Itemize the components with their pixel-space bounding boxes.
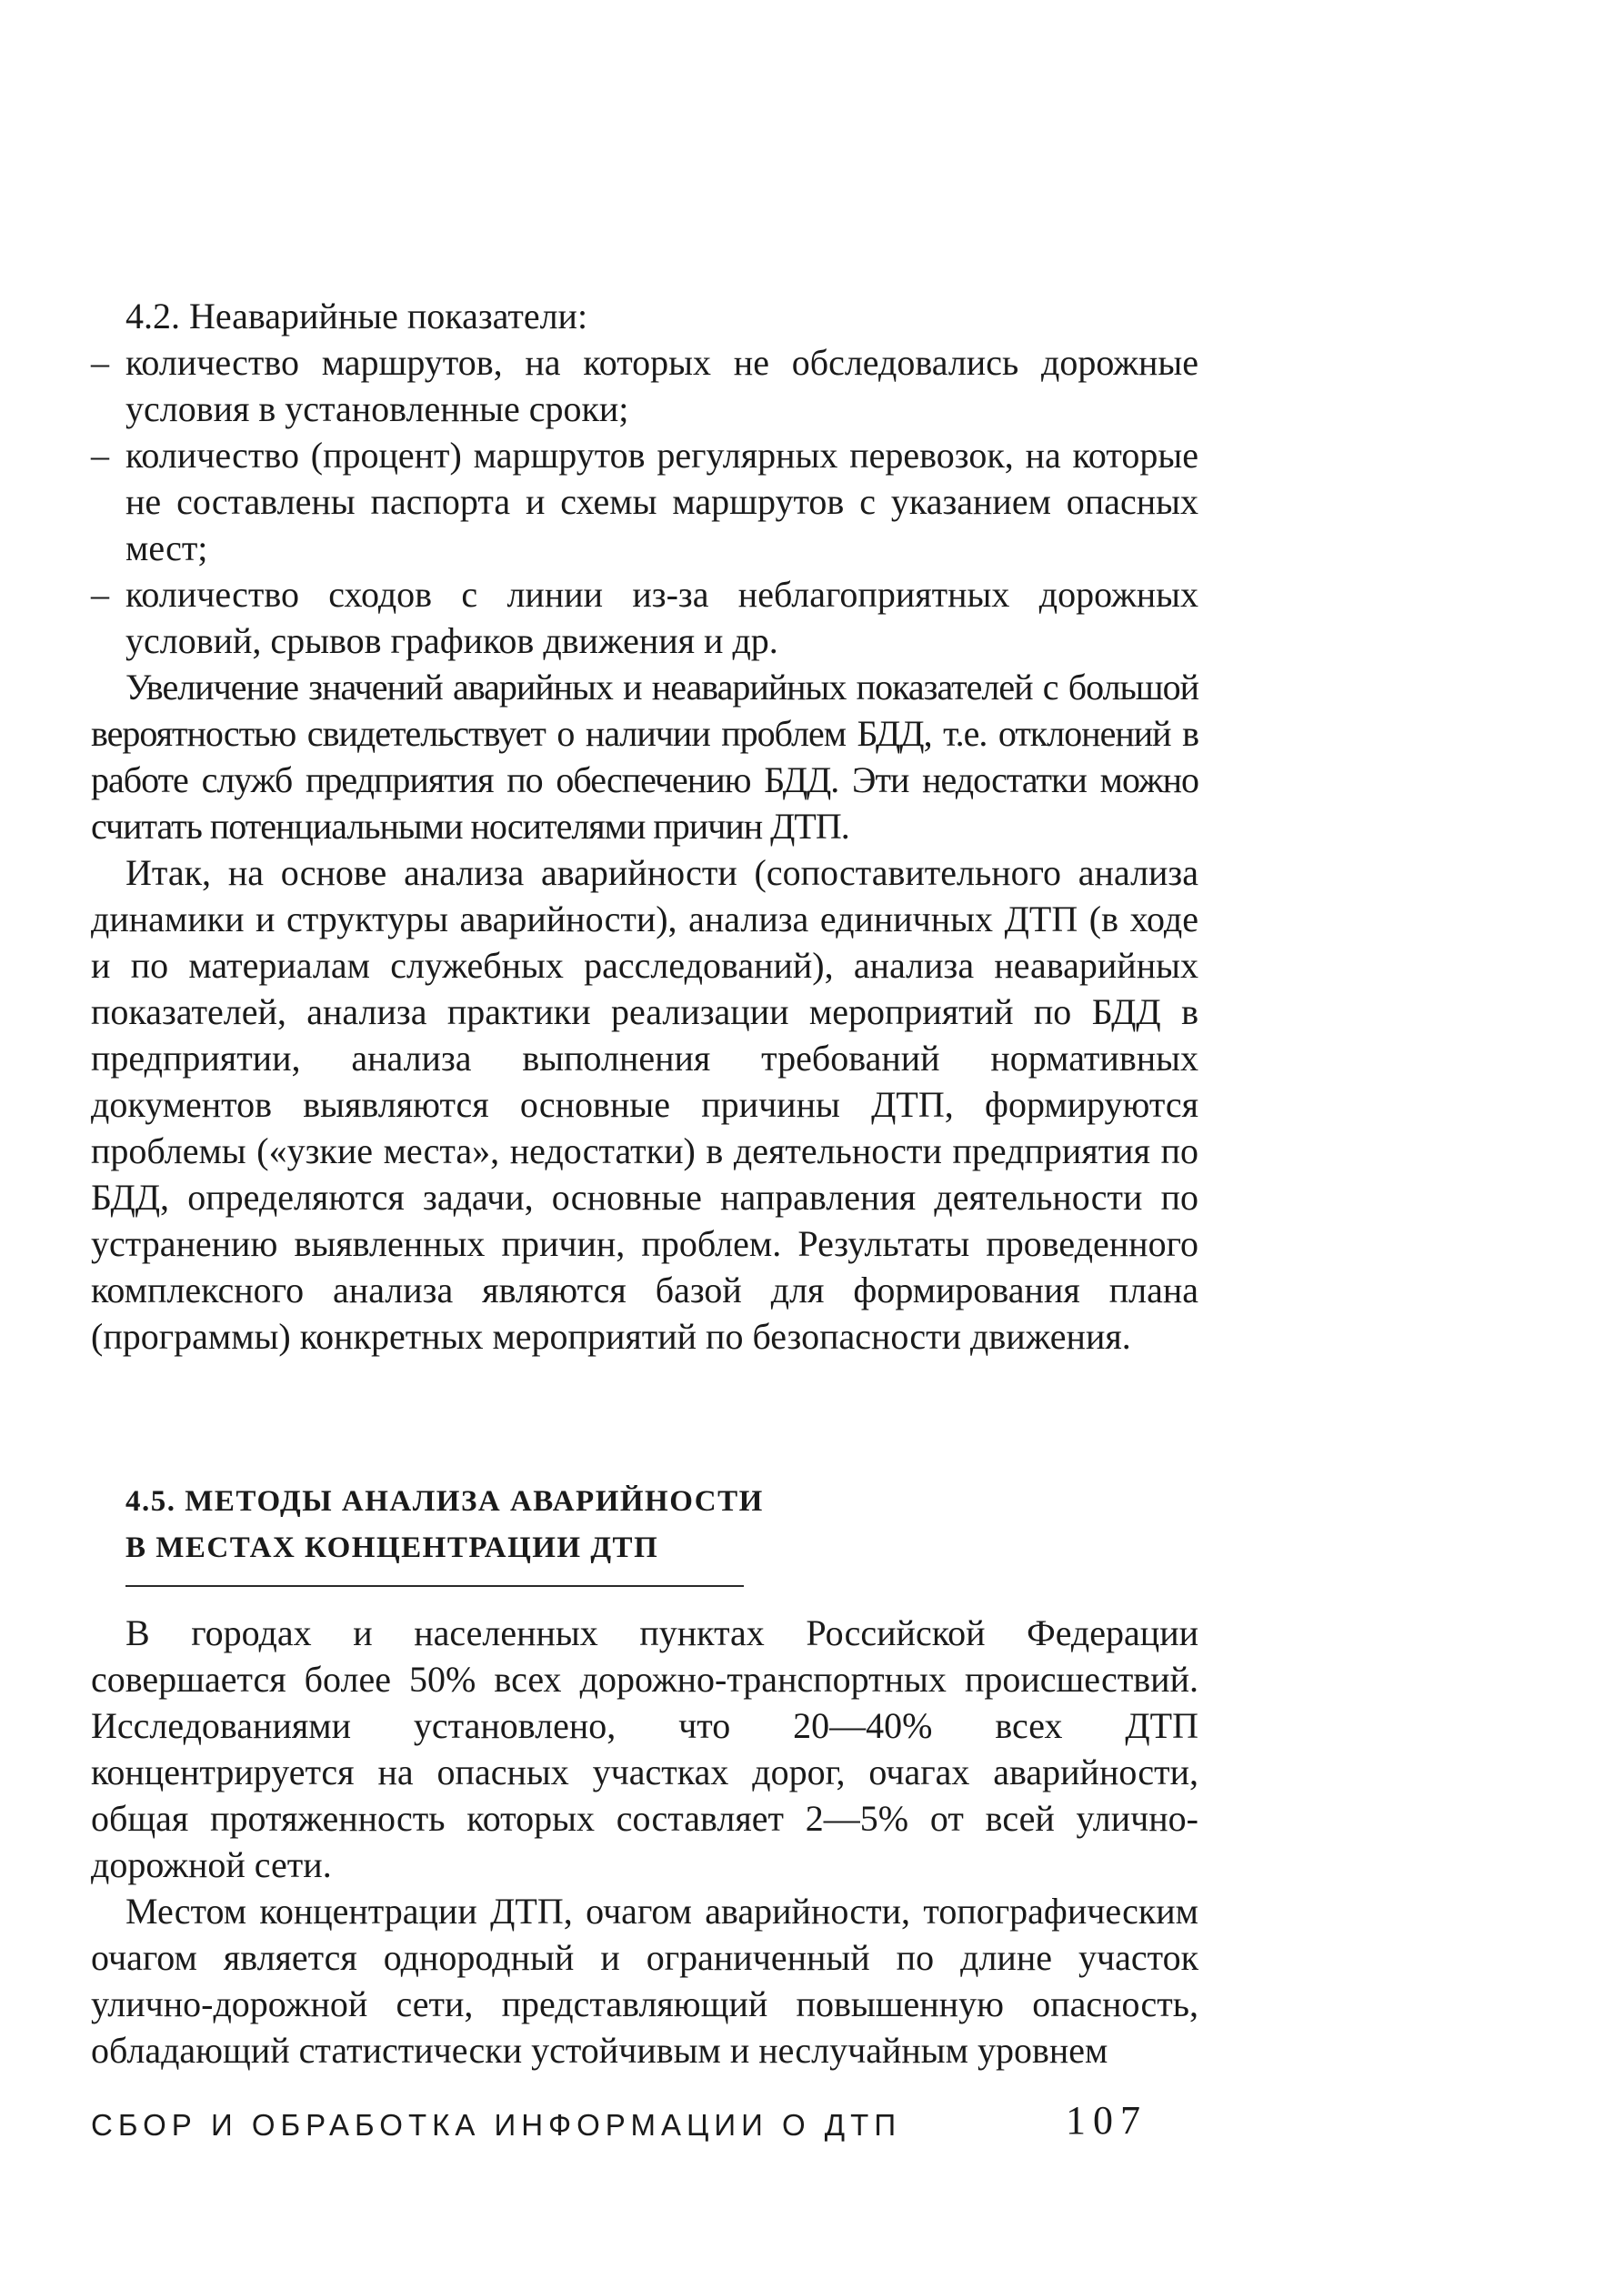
analysis-text <box>91 664 1198 1360</box>
subsection-heading: 4.2. Неаварийные показатели: <box>125 296 588 336</box>
list-item <box>91 339 1198 432</box>
running-footer-title: СБОР И ОБРАБОТКА ИНФОРМАЦИИ О ДТП <box>91 2108 902 2142</box>
dash-bullet: – <box>91 435 109 476</box>
list-item <box>91 571 1198 664</box>
heading-underline <box>125 1585 744 1587</box>
paragraph: Итак, на основе анализа аварийности (сопоставительного анализа динамики и структуры аварийности), анализа единичных ДТП (в ходе и по материалам служебных расследований), анализа неаварийных показателей, анализа практики реализации мероприятий по БДД в предприятии, анализа выполнения требований нормативных документов выявляются основные причины ДТП, формируются проблемы («узкие места», недостатки) в деятельности предприятия по БДД, определяются задачи, основные направления деятельности по устранению выявленных причин, проблем. Результаты проведенного комплексного анализа являются базой для формирования плана (программы) конкретных мероприятий по безопасности движения. <box>91 852 1198 1357</box>
paragraph: Местом концентрации ДТП, очагом аварийности, топографическим очагом является однородный и ограниченный по длине участок улично-дорожной сети, представляющий повышенную опасность, обладающий статистически устойчивым и неслучайным уровнем <box>91 1891 1198 2071</box>
dash-bullet: – <box>91 342 109 383</box>
list-item <box>91 432 1198 571</box>
list-item-text: количество (процент) маршрутов регулярных перевозок, на которые не составлены паспорта и схемы маршрутов с указанием опасных мест; <box>125 435 1198 568</box>
section-heading-line: 4.5. МЕТОДЫ АНАЛИЗА АВАРИЙНОСТИ <box>125 1485 764 1518</box>
list-item-text: количество маршрутов, на которых не обследовались дорожные условия в установленные сроки; <box>125 342 1198 429</box>
indicator-list <box>91 339 1198 664</box>
section-heading <box>125 1479 764 1571</box>
list-item-text: количество сходов с линии из-за неблагоприятных дорожных условий, срывов графиков движения и др. <box>125 574 1198 661</box>
section-text <box>91 1610 1198 2073</box>
dash-bullet: – <box>91 574 109 615</box>
section-heading-line: В МЕСТАХ КОНЦЕНТРАЦИИ ДТП <box>125 1531 659 1564</box>
paragraph: Увеличение значений аварийных и неаварийных показателей с большой вероятностью свидетельствует о наличии проблем БДД, т.е. отклонений в работе служб предприятия по обеспечению БДД. Эти недостатки можно считать потенциальными носителями причин ДТП. <box>91 667 1198 847</box>
page-number: 107 <box>1066 2098 1148 2143</box>
paragraph: В городах и населенных пунктах Российской Федерации совершается более 50% всех дорожно-транспортных происшествий. Исследованиями установлено, что 20—40% всех ДТП концентрируется на опасных участках дорог, очагах аварийности, общая протяженность которых составляет 2—5% от всей улично-дорожной сети. <box>91 1612 1198 1885</box>
